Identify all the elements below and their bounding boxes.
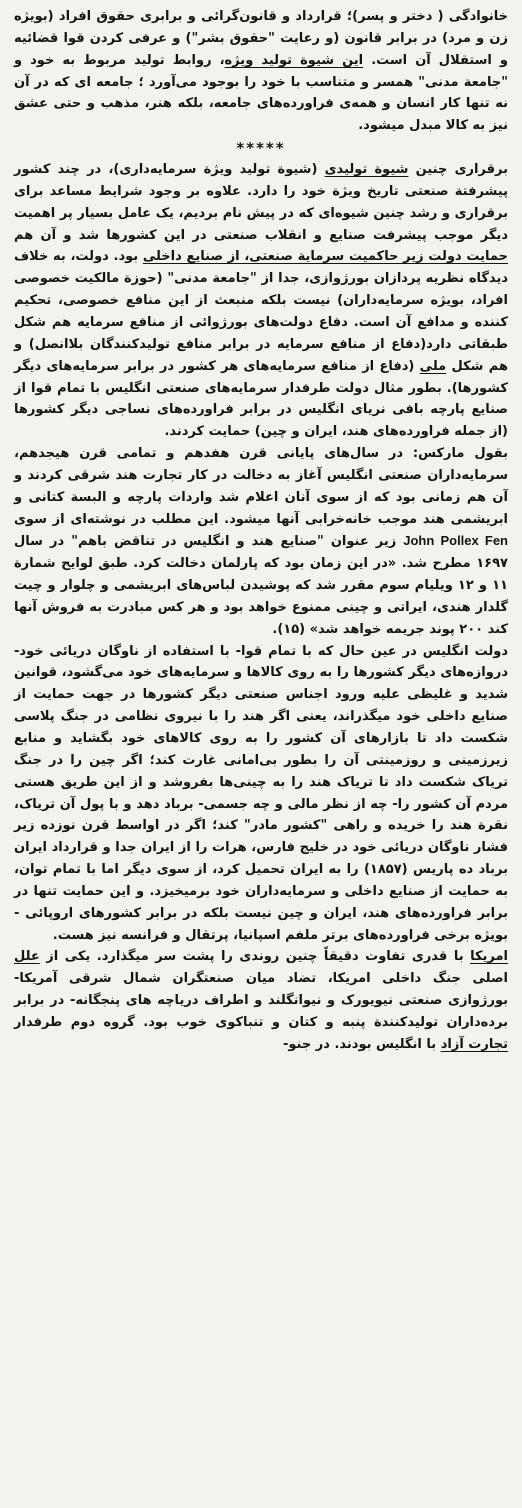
- text-run: بود. دولت، به خلاف دیدگاه نظریه پردازان بورژوازی، جدا از "جامعة مدنی" (حوزة مالکیت خصوصی افراد، بویژه سرمایه‌داران) نیست بلکه منبعث از این منافع خصوصی، تحکیم کننده و مدافع آن است. دفاع دولت‌های بورژوائی از منافع سرمایه هم شکل طبقاتی دارد(دفاع از منافع سرمایه در برابر منافع تولیدکنندگان بلاانصل) و هم شکل: [14, 249, 508, 374]
- underlined-phrase: علل: [14, 949, 40, 965]
- text-run: بقول مارکس: در سال‌های پایانی قرن هفدهم و تمامی قرن هیجدهم، سرمایه‌داران صنعتی انگلیس آغاز به دخالت در کار تجارت هند شرقی کردند و آن هم زمانی بود که از سوی آنان اعلام شد واردات پارچه و البسة کتانی و ابریشمی هند موجب خانه‌خرابی آنها میشود. این مطلب در نوشته‌ای از سوی: [14, 446, 508, 527]
- underlined-phrase: تجارت آزاد: [440, 1036, 508, 1052]
- text-run: با انگلیس بودند. در جنو-: [283, 1036, 441, 1052]
- section-separator: *****: [236, 139, 286, 158]
- text-run: (دفاع از منافع سرمایه‌های هر کشور در برابر سرمایه‌های دیگر کشورها). بطور مثال دولت طرفدار سرمایه‌های صنعتی انگلیس با تمام قوا از صنایع پارچه بافی نریای انگلیس در برابر فراورده‌های نساجی دیگر کشورها (از جمله فراورده‌های هند، ایران و چین) حمایت کردند.: [14, 358, 508, 440]
- underlined-phrase: این شیوة تولید ویژه: [224, 52, 364, 68]
- underlined-phrase: شیوة تولیدی: [324, 162, 409, 178]
- latin-name: John Pollex Fen: [403, 533, 508, 549]
- underlined-phrase: ملی: [419, 358, 447, 374]
- text-run: با قدری تفاوت دقیقاً چنین روندی را پشت سر میگذارد. یکی از: [39, 949, 471, 965]
- text-run: ، روابط تولید مربوط به خود و "جامعة مدنی" همسر و متناسب با خود را بوجود می‌آورد ؛ جامعه ای که در آن نه تنها کار انسان و همه‌ی فراورده‌های جامعه، بلکه هنر، مذهب و حتی عشق نیز به کالا مبدل میشود.: [14, 52, 508, 134]
- paragraph-3: [14, 443, 508, 641]
- paragraph-4: [14, 641, 508, 947]
- underlined-phrase: امریکا: [470, 949, 508, 965]
- text-run: اصلی جنگ داخلی امریکا، تضاد میان صنعتگران شمال شرقی آمریکا- بورژوازی صنعتی نیویورک و نیوانگلند و اطراف دریاچه های پنجگانه- در برابر برده‌داران تولیدکنندة پنبه و کتان و تنباکوی خوب بود. گروه دوم طرفدار: [14, 971, 508, 1030]
- text-run: خانوادگی ( دختر و پسر)؛ قرارداد و قانون‌گرائی و برابری حقوق افراد (بویژه زن و مرد) در برابر قانون (و رعایت "حقوق بشر") و عرفی کردن قوا قضائیه و استقلال آن است.: [14, 9, 509, 68]
- text-run: دولت انگلیس در عین حال که با تمام قوا- با استفاده از ناوگان دریائی خود- دروازه‌های دیگر کشورها را به روی کالاها و سرمایه‌های خود می‌گشود، قوانین شدید و غلیظی علیه ورود اجناس صنعتی دیگر کشورها در جهت حمایت از صنایع داخلی خود میگذراند، یعنی اگر هند را با نیروی نظامی در جنگ پلاسی شکست داد تا بازارهای آن کشور را به روی کالاهای خود بگشاید و منابع زیرزمینی و روزمینتی آن را بطور بی‌امانی غارت کند؛ اگر چین را در جنگ تریاک شکست داد تا تریاک هند را به چینی‌ها بفروشد و از این طریق هستی مردم آن کشور را- چه از نظر مالی و چه جسمی- برباد دهد و با پول آن تریاک، نقرة هند را خریده و راهی "کشور مادر" کند؛ اگر در اواسط قرن نوزده زیر فشار ناوگان دریائی خود در خلیج فارس، هرات را از ایران جدا و قرارداد ایران برباد ده پاریس (۱۸۵۷) را به ایران تحمیل کرد، از سوی دیگر اما با تمام توان، به حمایت از صنایع داخلی و سرمایه‌داران خود برمیخیزد. و این حمایت تنها در برابر فراورده‌های هند، ایران و چین نیست بلکه در برابر کشورهای اروپائی - بویژه برخی فراورده‌های برتر ملفم اسپانیا، پرتقال و فرانسه نیز هست.: [14, 643, 508, 943]
- underlined-phrase: حمایت دولت زیر حاکمیت سرمایة صنعتی، از صنایع داخلی: [142, 249, 508, 265]
- paragraph-1: [14, 6, 508, 137]
- text-run: زیر عنوان "صنایع هند و انگلیس در تناقض باهم" در سال ۱۶۹۷ مطرح شد. «در این زمان بود که پارلمان دخالت کرد. طبق لوایح شمارة ۱۱ و ۱۲ ویلیام سوم مقرر شد که پوشیدن لباس‌های ابریشمی و چلوار و چیت گلدار هندی، ایراتی و چینی ممنوع خواهد بود و هر کس مبادرت به فروش آنها کند ۲۰۰ پوند جریمه خواهد شد» (۱۵).: [14, 534, 508, 637]
- paragraph-5: [14, 946, 508, 1055]
- text-run: (شیوة تولید ویژة سرمایه‌داری)، در چند کشور پیشرفتة صنعتی تاریخ ویژة خود را دارد. علاوه بر وجود شرایط مساعد برای برقراری و رشد چنین شیوه‌ای که در پیش نام بردیم، یک عامل بسیار پر اهمیت دیگر موجب پیشرفت صنایع و انقلاب صنعتی در این کشورها شد و آن هم: [14, 162, 508, 243]
- text-run: برقراری چنین: [408, 162, 508, 178]
- paragraph-2: [14, 159, 508, 443]
